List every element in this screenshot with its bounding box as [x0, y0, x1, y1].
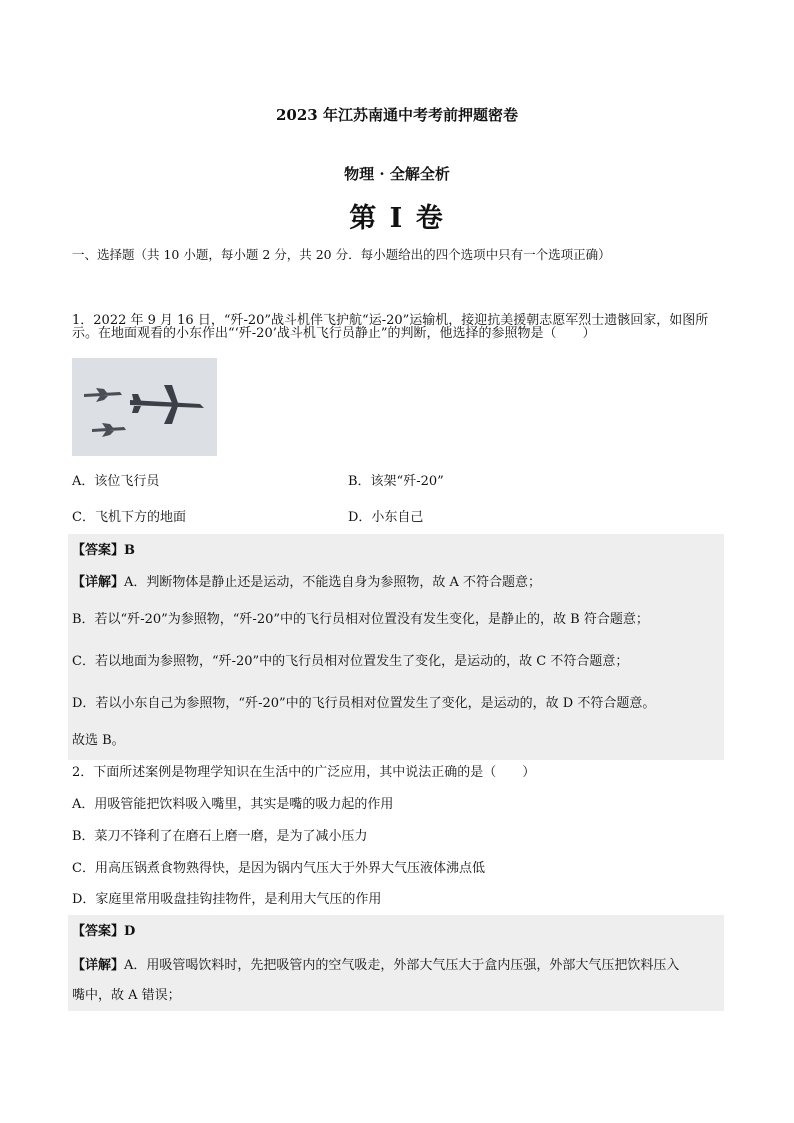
q1-option-d: D．小东自己: [348, 510, 424, 525]
aircraft-illustration: [72, 358, 217, 456]
q1-stem-line2: 示。在地面观看的小东作出“‘歼-20’战斗机飞行员静止”的判断，他选择的参照物是（ ）: [72, 326, 596, 341]
q2-answer: 【答案】D: [72, 924, 136, 939]
q1-answer: 【答案】B: [72, 543, 135, 558]
fighter-jet-icon: [84, 388, 122, 402]
q1-stem-line1: 1．2022 年 9 月 16 日，“歼-20”战斗机伴飞护航“运-20”运输机，接迎抗美援朝志愿军烈士遗骸回家，如图所: [72, 313, 709, 328]
q2-option-c: C．用高压锅煮食物熟得快，是因为锅内气压大于外界大气压液体沸点低: [72, 861, 485, 876]
q2-detail-line1: 【详解】A．用吸管喝饮料时，先把吸管内的空气吸走，外部大气压大于盒内压强，外部大气压把饮料压入: [72, 958, 680, 973]
q1-detail-line4: D．若以小东自己为参照物，“歼-20”中的飞行员相对位置发生了变化，是运动的，故 D 不符合题意。: [72, 696, 656, 711]
volume-heading: 第 I 卷: [349, 203, 445, 234]
q1-detail-line3: C．若以地面为参照物，“歼-20”中的飞行员相对位置发生了变化，是运动的，故 C 不符合题意；: [72, 654, 629, 669]
q1-option-b: B．该架“歼-20”: [348, 474, 444, 489]
q1-answer-block: [68, 534, 724, 760]
q1-option-a: A．该位飞行员: [72, 474, 160, 489]
page-title: 2023 年江苏南通中考考前押题密卷: [276, 106, 518, 124]
q2-option-b: B．菜刀不锋利了在磨石上磨一磨，是为了减小压力: [72, 829, 368, 844]
page-subtitle: 物理 · 全解全析: [344, 165, 450, 183]
q1-detail-line2: B．若以“歼-20”为参照物，“歼-20”中的飞行员相对位置没有发生变化，是静止的，故 B 符合题意；: [72, 612, 649, 627]
q2-answer-block: [68, 915, 724, 1011]
transport-plane-icon: [130, 385, 204, 424]
q1-conclusion: 故选 B。: [72, 733, 125, 748]
q2-option-d: D．家庭里常用吸盘挂钩挂物件，是利用大气压的作用: [72, 892, 382, 907]
q1-option-c: C．飞机下方的地面: [72, 510, 186, 525]
section-heading: 一、选择题（共 10 小题，每小题 2 分，共 20 分．每小题给出的四个选项中只有一个选项正确）: [72, 247, 611, 262]
q2-option-a: A．用吸管能把饮料吸入嘴里，其实是嘴的吸力起的作用: [72, 797, 394, 812]
q2-stem: 2．下面所述案例是物理学知识在生活中的广泛应用，其中说法正确的是（ ）: [72, 765, 536, 780]
q2-detail-line2: 嘴中，故 A 错误；: [72, 988, 181, 1003]
aircraft-photo: [72, 358, 217, 456]
fighter-jet-icon: [92, 423, 126, 437]
q1-detail-line1: 【详解】A．判断物体是静止还是运动，不能选自身为参照物，故 A 不符合题意；: [72, 575, 542, 590]
